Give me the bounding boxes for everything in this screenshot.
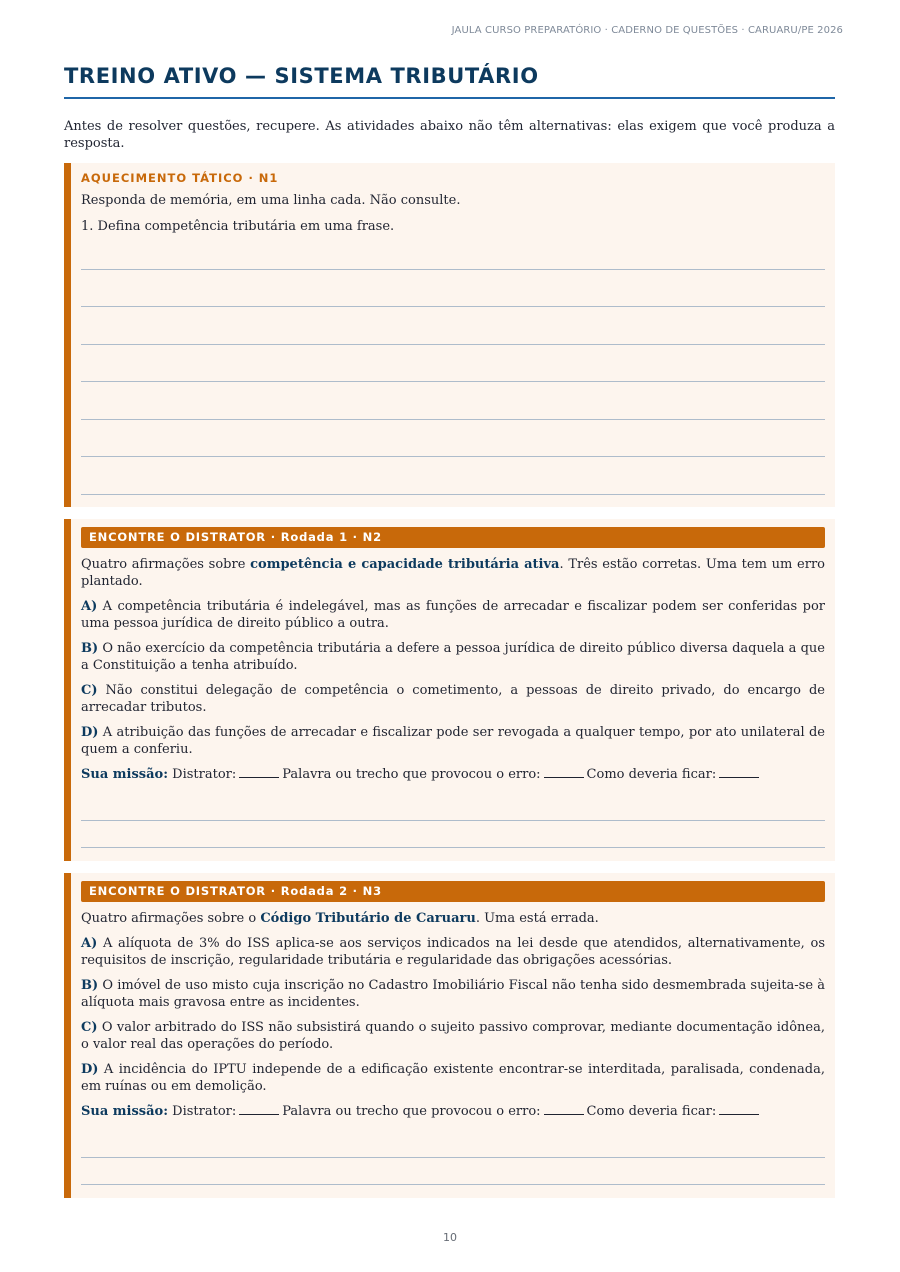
answer-line: [81, 494, 825, 495]
warmup-box: [64, 163, 835, 507]
round2-mission: Sua missão: Distrator: Palavra ou trecho que provocou o erro: Como deveria ficar:: [81, 1103, 825, 1120]
round2-item-c: C) O valor arbitrado do ISS não subsistirá quando o sujeito passivo comprovar, mediante documentação idônea, o valor real das operações do período.: [81, 1020, 825, 1052]
answer-line: [81, 847, 825, 848]
answer-line: [81, 419, 825, 420]
answer-line: [81, 381, 825, 382]
answer-line: [81, 820, 825, 821]
round2-box: [64, 873, 835, 1198]
round2-banner: ENCONTRE O DISTRATOR · Rodada 2 · N3: [81, 881, 825, 902]
round1-item-b: B) O não exercício da competência tributária a defere a pessoa jurídica de direito público diversa daquela a que a Constituição a tenha atribuído.: [81, 641, 825, 673]
page-title: TREINO ATIVO — SISTEMA TRIBUTÁRIO: [64, 64, 835, 99]
round1-item-a: A) A competência tributária é indelegável, mas as funções de arrecadar e fiscalizar podem ser conferidas por uma pessoa jurídica de direito público a outra.: [81, 599, 825, 631]
round1-banner: ENCONTRE O DISTRATOR · Rodada 1 · N2: [81, 527, 825, 548]
round1-box: [64, 519, 835, 861]
warmup-label: AQUECIMENTO TÁTICO · N1: [81, 171, 279, 185]
round2-lead: Quatro afirmações sobre o Código Tributário de Caruaru. Uma está errada.: [81, 911, 599, 926]
answer-line: [81, 456, 825, 457]
round1-lead: Quatro afirmações sobre competência e capacidade tributária ativa. Três estão corretas. Uma tem um erro plantado.: [81, 557, 825, 589]
answer-line: [81, 1157, 825, 1158]
round2-answer-lines: [81, 873, 825, 1198]
warmup-question: 1. Defina competência tributária em uma frase.: [81, 219, 395, 234]
running-head: JAULA CURSO PREPARATÓRIO · CADERNO DE QUESTÕES · CARUARU/PE 2026: [451, 25, 843, 36]
warmup-instruction: Responda de memória, em uma linha cada. Não consulte.: [81, 193, 461, 208]
round1-answer-lines: [81, 519, 825, 861]
round1-item-c: C) Não constitui delegação de competência o cometimento, a pessoas de direito privado, do encargo de arrecadar tributos.: [81, 683, 825, 715]
round2-item-a: A) A alíquota de 3% do ISS aplica-se aos serviços indicados na lei desde que atendidos, alternativamente, os requisitos de inscrição, regularidade tributária e regularidade das obrigações acessórias.: [81, 936, 825, 968]
round2-item-b: B) O imóvel de uso misto cuja inscrição no Cadastro Imobiliário Fiscal não tenha sido desmembrada sujeita-se à alíquota mais gravosa entre as incidentes.: [81, 978, 825, 1010]
intro-text: Antes de resolver questões, recupere. As atividades abaixo não têm alternativas: elas exigem que você produza a resposta.: [64, 119, 835, 151]
round1-mission: Sua missão: Distrator: Palavra ou trecho que provocou o erro: Como deveria ficar:: [81, 766, 825, 783]
warmup-answer-lines: [81, 163, 825, 507]
answer-line: [81, 306, 825, 307]
answer-line: [81, 344, 825, 345]
round1-item-d: D) A atribuição das funções de arrecadar e fiscalizar pode ser revogada a qualquer tempo, por ato unilateral de quem a conferiu.: [81, 725, 825, 757]
answer-line: [81, 1184, 825, 1185]
page-number: 10: [443, 1231, 457, 1244]
answer-line: [81, 269, 825, 270]
round2-item-d: D) A incidência do IPTU independe de a edificação existente encontrar-se interditada, paralisada, condenada, em ruínas ou em demolição.: [81, 1062, 825, 1094]
